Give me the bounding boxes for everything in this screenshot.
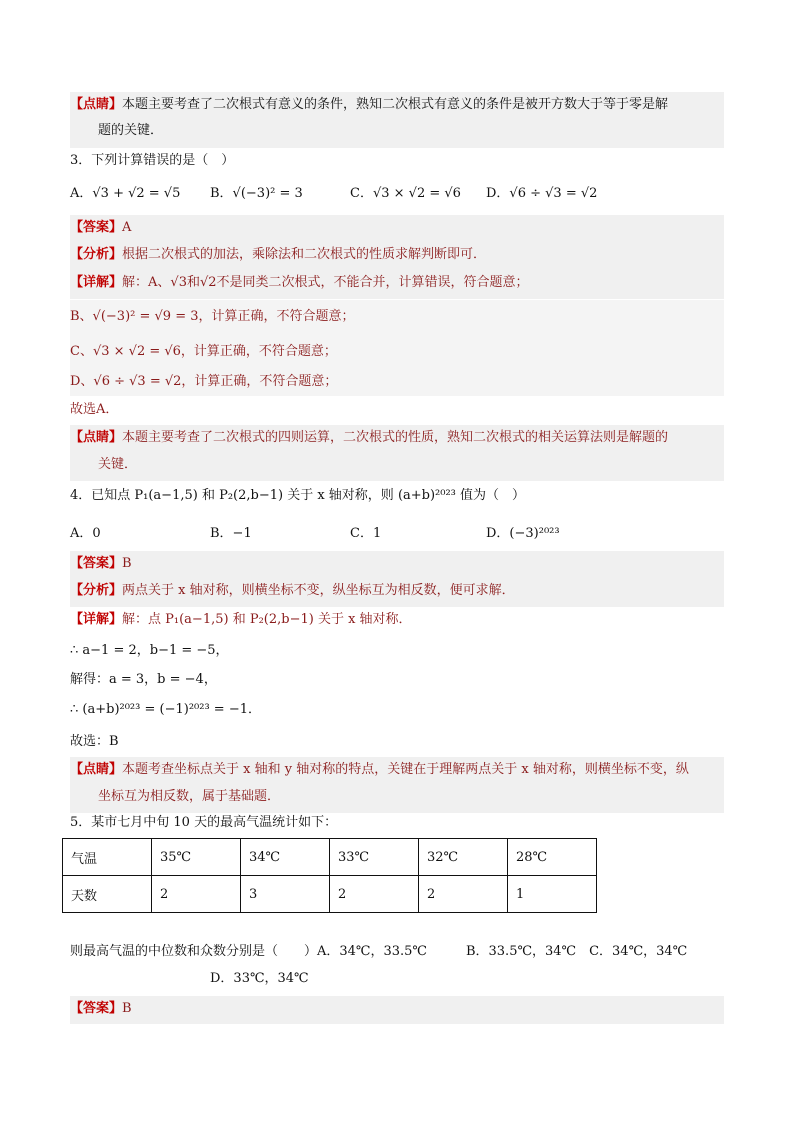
table-cell: 2 — [152, 876, 241, 913]
table-cell: 气温 — [63, 839, 152, 876]
dianjing-text: 本题主要考查了二次根式有意义的条件，熟知二次根式有意义的条件是被开方数大于等于零是解 — [122, 97, 669, 112]
q4-option-c: C．1 — [350, 526, 382, 541]
table-cell: 天数 — [63, 876, 152, 913]
answer-tag: 【答案】 — [70, 1001, 123, 1016]
table-cell: 1 — [508, 876, 597, 913]
table-cell: 2 — [330, 876, 419, 913]
q5-answer — [70, 999, 132, 1019]
q3-option-d: D．√6 ÷ √3 = √2 — [486, 186, 598, 201]
q3-option-a: A．√3 + √2 = √5 — [70, 186, 181, 201]
table-row — [63, 839, 597, 876]
question-4-stem: 4．已知点 P₁(a−1,5) 和 P₂(2,b−1) 关于 x 轴对称，则 (a+b)²⁰²³ 值为（ ） — [70, 488, 526, 503]
fenxi-text: 两点关于 x 轴对称，则横坐标不变，纵坐标互为相反数，便可求解． — [122, 583, 515, 598]
q3-detail — [70, 273, 529, 293]
q3-analysis — [70, 245, 486, 265]
answer-box-q5 — [70, 996, 724, 1024]
table-cell: 2 — [419, 876, 508, 913]
xiangjie-text: 解：A、√3和√2不是同类二次根式，不能合并，计算错误，符合题意； — [122, 275, 529, 290]
q4-option-b: B．−1 — [210, 526, 252, 541]
answer-value: A — [122, 220, 132, 235]
table-cell: 33℃ — [330, 839, 419, 876]
table-cell: 35℃ — [152, 839, 241, 876]
q4-dianjing — [70, 760, 689, 780]
dianjing-tag: 【点睛】 — [70, 97, 123, 112]
fenxi-tag: 【分析】 — [70, 583, 123, 598]
xiangjie-tag: 【详解】 — [70, 275, 123, 290]
q5-question-line-1: 则最高气温的中位数和众数分别是（ ）A．34℃，33.5℃ B．33.5℃，34℃ C．34℃，34℃ — [70, 944, 688, 959]
table-row — [63, 876, 597, 913]
q5-question-line-2: D．33℃，34℃ — [210, 971, 309, 986]
dianjing-text: 本题考查坐标点关于 x 轴和 y 轴对称的特点，关键在于理解两点关于 x 轴对称，则横坐标不变，纵 — [122, 762, 689, 777]
xiangjie-text: 解：点 P₁(a−1,5) 和 P₂(2,b−1) 关于 x 轴对称． — [122, 612, 412, 627]
q3-dianjing-2: 关键． — [98, 457, 138, 472]
fenxi-tag: 【分析】 — [70, 247, 123, 262]
q4-dianjing-2: 坐标互为相反数，属于基础题． — [98, 789, 281, 804]
q4-option-a: A．0 — [70, 526, 101, 541]
dianjing-line — [70, 95, 668, 115]
q3-line-b: B、√(−3)² = √9 = 3，计算正确，不符合题意； — [70, 309, 355, 324]
q4-choose: 故选：B — [70, 734, 119, 749]
dianjing-tag: 【点睛】 — [70, 430, 123, 445]
dianjing-text: 本题主要考查了二次根式的四则运算，二次根式的性质，熟知二次根式的相关运算法则是解题的 — [122, 430, 669, 445]
table-cell: 34℃ — [241, 839, 330, 876]
q3-answer — [70, 218, 131, 238]
q4-analysis — [70, 581, 515, 601]
q4-detail — [70, 610, 412, 630]
fenxi-text: 根据二次根式的加法，乘除法和二次根式的性质求解判断即可． — [122, 247, 487, 262]
q3-line-c: C、√3 × √2 = √6，计算正确，不符合题意； — [70, 344, 337, 359]
temperature-table — [62, 838, 597, 913]
table-cell: 3 — [241, 876, 330, 913]
dianjing-tag: 【点睛】 — [70, 762, 123, 777]
q3-dianjing — [70, 428, 668, 448]
answer-value: B — [122, 556, 132, 571]
q4-step-1: ∴ a−1 = 2，b−1 = −5， — [70, 643, 229, 658]
q4-answer — [70, 554, 132, 574]
question-3-stem: 3．下列计算错误的是（ ） — [70, 153, 235, 168]
answer-tag: 【答案】 — [70, 556, 123, 571]
q3-option-c: C．√3 × √2 = √6 — [350, 186, 461, 201]
answer-tag: 【答案】 — [70, 220, 123, 235]
q3-choose: 故选A． — [70, 402, 119, 417]
q4-option-d: D．(−3)²⁰²³ — [486, 526, 560, 541]
answer-value: B — [122, 1001, 132, 1016]
question-5-stem: 5．某市七月中旬 10 天的最高气温统计如下： — [70, 815, 338, 830]
dianjing-line-2: 题的关键． — [98, 123, 164, 138]
q4-step-2: 解得：a = 3，b = −4， — [70, 672, 217, 687]
q4-step-3: ∴ (a+b)²⁰²³ = (−1)²⁰²³ = −1． — [70, 702, 261, 717]
q3-line-d: D、√6 ÷ √3 = √2，计算正确，不符合题意； — [70, 374, 338, 389]
table-cell: 32℃ — [419, 839, 508, 876]
q3-option-b: B．√(−3)² = 3 — [210, 186, 303, 201]
table-cell: 28℃ — [508, 839, 597, 876]
xiangjie-tag: 【详解】 — [70, 612, 123, 627]
